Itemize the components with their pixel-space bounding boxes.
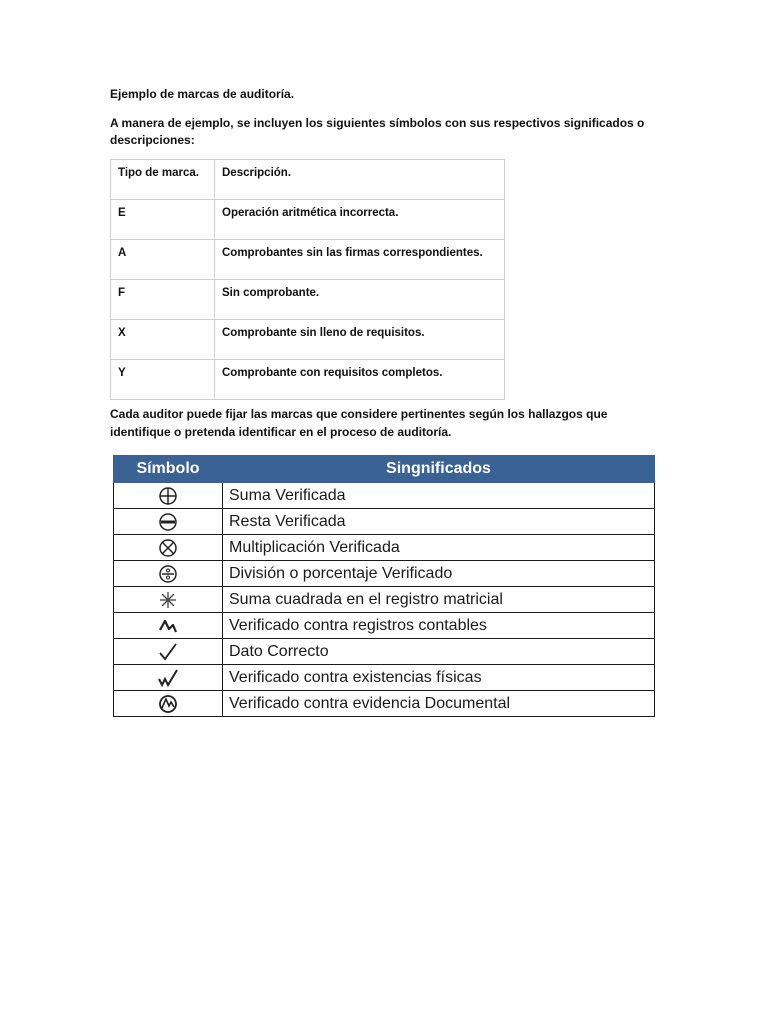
mark-cell: Y	[111, 360, 215, 400]
description-cell: Sin comprobante.	[215, 280, 505, 320]
meaning-cell: Verificado contra existencias físicas	[223, 665, 655, 691]
table-row	[114, 483, 655, 509]
circle-times-icon	[114, 538, 222, 558]
description-cell: Operación aritmética incorrecta.	[215, 200, 505, 240]
double-check-icon	[114, 668, 222, 688]
table-row	[114, 535, 655, 561]
table-row	[114, 587, 655, 613]
mark-cell: A	[111, 240, 215, 280]
table-row	[114, 509, 655, 535]
auditor-paragraph: Cada auditor puede fijar las marcas que considere pertinentes según los hallazgos que identifique o pretenda identificar en el proceso de auditoría.	[110, 407, 608, 439]
meaning-cell: Suma Verificada	[223, 483, 655, 509]
meaning-cell: División o porcentaje Verificado	[223, 561, 655, 587]
meaning-cell: Verificado contra evidencia Documental	[223, 691, 655, 717]
meaning-cell: Resta Verificada	[223, 509, 655, 535]
meaning-cell: Verificado contra registros contables	[223, 613, 655, 639]
table-row	[111, 320, 505, 360]
meaning-cell: Dato Correcto	[223, 639, 655, 665]
circle-plus-icon	[114, 486, 222, 506]
symbols-header-row	[114, 456, 655, 483]
intro-paragraph: A manera de ejemplo, se incluyen los siguientes símbolos con sus respectivos significados o descripciones:	[110, 116, 645, 147]
column-header-meaning: Singnificados	[223, 456, 655, 483]
audit-marks-table	[110, 159, 505, 400]
zigzag-check-icon	[114, 616, 222, 636]
table-row	[114, 561, 655, 587]
table-row	[111, 280, 505, 320]
table-row	[111, 200, 505, 240]
description-cell: Comprobante con requisitos completos.	[215, 360, 505, 400]
mark-cell: F	[111, 280, 215, 320]
table-row	[114, 691, 655, 717]
asterisk-icon	[114, 590, 222, 610]
mark-cell: E	[111, 200, 215, 240]
meaning-cell: Multiplicación Verificada	[223, 535, 655, 561]
mark-cell: X	[111, 320, 215, 360]
table-header-row	[111, 160, 505, 200]
table-row	[111, 360, 505, 400]
description-cell: Comprobantes sin las firmas correspondientes.	[215, 240, 505, 280]
circle-minus-icon	[114, 512, 222, 532]
column-header-description: Descripción.	[215, 160, 505, 200]
check-icon	[114, 642, 222, 662]
column-header-mark-type: Tipo de marca.	[111, 160, 215, 200]
table-row	[114, 639, 655, 665]
audit-symbols-table	[113, 455, 655, 717]
table-row	[114, 613, 655, 639]
table-row	[114, 665, 655, 691]
column-header-symbol: Símbolo	[114, 456, 223, 483]
document-heading: Ejemplo de marcas de auditoría.	[110, 87, 295, 101]
circle-zigzag-icon	[114, 694, 222, 714]
meaning-cell: Suma cuadrada en el registro matricial	[223, 587, 655, 613]
table-row	[111, 240, 505, 280]
circle-divide-icon	[114, 564, 222, 584]
description-cell: Comprobante sin lleno de requisitos.	[215, 320, 505, 360]
